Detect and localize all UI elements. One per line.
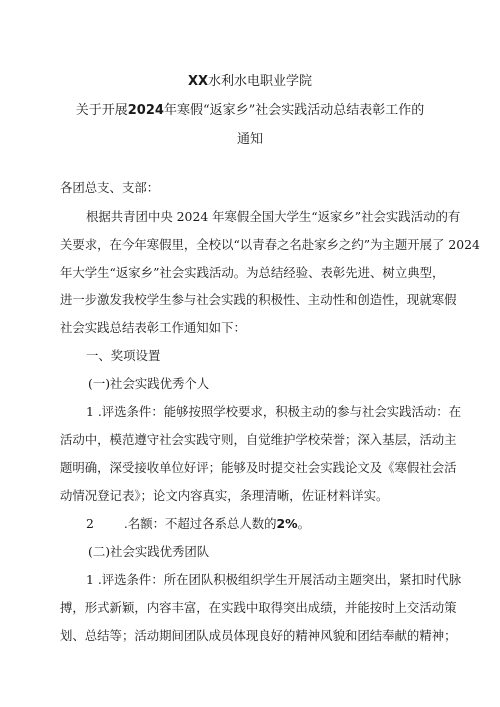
criteria-line: 动情况登记表》；论文内容真实，条理清晰，佐证材料详实。 — [60, 488, 389, 503]
subsection-heading-individual: (一)社会实践优秀个人 — [88, 376, 210, 391]
intro-line: 年大学生“返家乡”社会实践活动。为总结经验、表彰先进、树立典型， — [60, 265, 445, 280]
notice-title-part-a: 关于开展 — [75, 103, 128, 118]
criteria-line: 活动中，模范遵守社会实践守则，自觉维护学校荣誉；深入基层，活动主 — [60, 432, 457, 447]
team-criteria-line: 1 .评选条件：所在团队积极组织学生开展活动主题突出，紧扣时代脉 — [86, 572, 462, 587]
notice-title-part-b: 年寒假“返家乡”社会实践活动总结表彰工作的 — [163, 103, 425, 118]
school-name: 水利水电职业学院 — [208, 74, 313, 89]
criteria-line: 题明确，深受接收单位好评；能够及时提交社会实践论文及《寒假社会活 — [60, 460, 457, 475]
team-criteria-line: 搏，形式新颖，内容丰富，在实践中取得突出成绩，并能按时上交活动策 — [60, 600, 457, 615]
quota-line — [86, 514, 444, 532]
quota-percent: 2% — [276, 516, 298, 531]
notice-title-line-1 — [0, 99, 500, 118]
intro-line: 社会实践总结表彰工作通知如下： — [60, 320, 246, 335]
criteria-line: 1 .评选条件：能够按照学校要求，积极主动的参与社会实践活动：在 — [86, 404, 462, 419]
salutation: 各团总支、支部： — [60, 180, 160, 195]
team-criteria-line: 划、总结等；活动期间团队成员体现良好的精神风貌和团结奉献的精神； — [60, 628, 457, 643]
school-title — [0, 70, 500, 89]
notice-title-year: 2024 — [127, 103, 164, 118]
intro-line: 进一步激发我校学生参与社会实践的积极性、主动性和创造性，现就寒假 — [60, 292, 457, 307]
quota-end: 。 — [297, 516, 310, 531]
quota-number: 2 — [86, 516, 94, 531]
section-heading-awards: 一、奖项设置 — [86, 348, 161, 363]
intro-line: 关要求，在今年寒假里，全校以“以青春之名赴家乡之约”为主题开展了 2024 — [60, 237, 480, 252]
notice-title-line-2: 通知 — [236, 132, 263, 147]
intro-line: 根据共青团中央 2024 年寒假全国大学生“返家乡”社会实践活动的有 — [86, 209, 461, 224]
school-prefix: XX — [187, 74, 209, 89]
quota-text: .名额：不超过各系总人数的 — [123, 516, 277, 531]
subsection-heading-team: (二)社会实践优秀团队 — [88, 544, 210, 559]
